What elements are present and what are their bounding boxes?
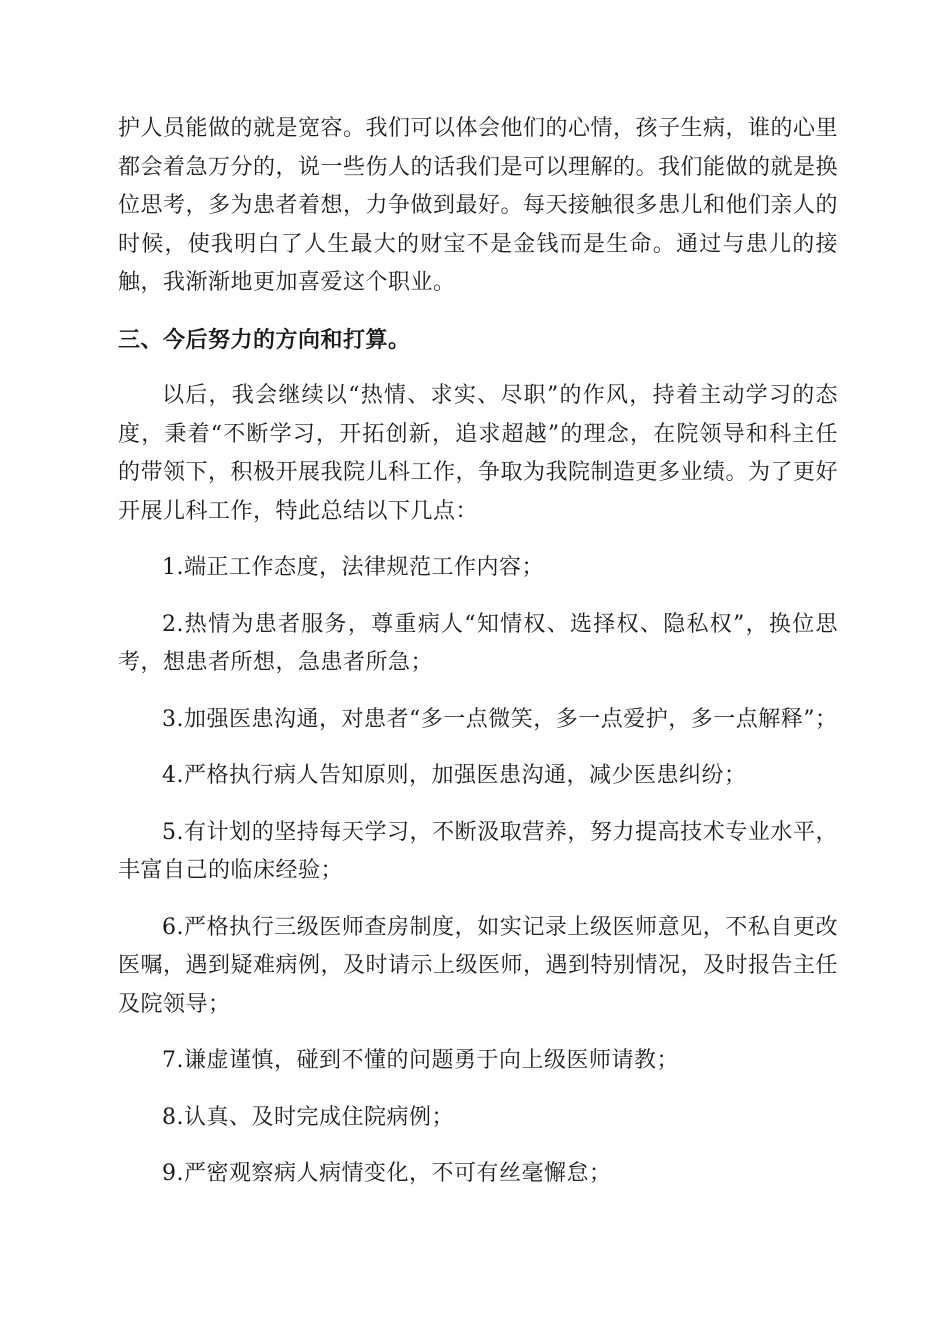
list-item: 1.端正工作态度，法律规范工作内容；	[162, 555, 544, 580]
list-item: 5.有计划的坚持每天学习，不断汲取营养，努力提高技术专业水平，丰富自己的临床经验；	[118, 819, 838, 883]
list-item: 2.热情为患者服务，尊重病人“知情权、选择权、隐私权”，换位思考，想患者所想，急患者所急；	[118, 611, 838, 675]
section-heading: 三、今后努力的方向和打算。	[118, 326, 411, 353]
list-item: 4.严格执行病人告知原则，加强医患沟通，减少医患纠纷；	[162, 763, 747, 788]
opening-paragraph: 护人员能做的就是宽容。我们可以体会他们的心情，孩子生病，谁的心里都会着急万分的，说一些伤人的话我们是可以理解的。我们能做的就是换位思考，多为患者着想，力争做到最好。每天接触很多患儿和他们亲人的时候，使我明白了人生最大的财宝不是金钱而是生命。通过与患儿的接触，我渐渐地更加喜爱这个职业。	[118, 116, 839, 295]
list-item: 3.加强医患沟通，对患者“多一点微笑，多一点爱护，多一点解释”；	[162, 706, 838, 732]
list-item: 7.谦虚谨慎，碰到不懂的问题勇于向上级医师请教；	[162, 1048, 679, 1073]
document-page	[118, 110, 838, 1194]
list-item: 6.严格执行三级医师查房制度，如实记录上级医师意见，不私自更改医嘱，遇到疑难病例，及时请示上级医师，遇到特别情况，及时报告主任及院领导；	[118, 914, 839, 1017]
list-item: 9.严密观察病人病情变化，不可有丝毫懈怠；	[162, 1161, 612, 1186]
list-item: 8.认真、及时完成住院病例；	[162, 1104, 454, 1130]
intro-paragraph: 以后，我会继续以“热情、求实、尽职”的作风，持着主动学习的态度，秉着“不断学习，开拓创新，追求超越”的理念，在院领导和科主任的带领下，积极开展我院儿科工作，争取为我院制造更多业绩。为了更好开展儿科工作，特此总结以下几点：	[118, 383, 839, 524]
